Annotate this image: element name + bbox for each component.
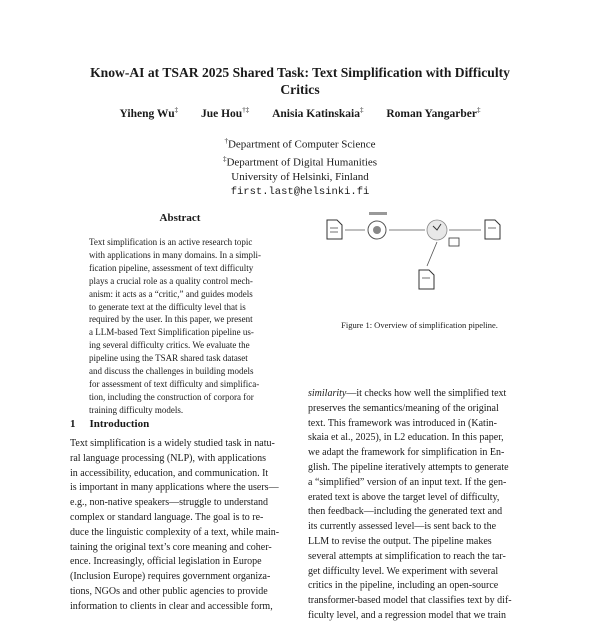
arrow-feedback: [427, 242, 437, 266]
title-line-2: Critics: [280, 82, 320, 97]
pipeline-diagram: [307, 210, 532, 320]
title-line-1: Know-AI at TSAR 2025 Shared Task: Text Simplification with Difficulty: [90, 65, 510, 80]
affiliation-1: †Department of Computer Science: [224, 137, 376, 151]
author-list: [40, 106, 560, 120]
affiliations: [40, 134, 560, 199]
simplified-doc-icon: [485, 220, 500, 239]
author-3: Anisia Katinskaia‡: [272, 106, 364, 120]
document-icon: [327, 220, 342, 239]
pipeline-figure: [307, 210, 532, 320]
right-column-text: similarity—it checks how well the simplified text preserves the semantics/meaning of the original text. This framework was introduced in (Katin- skaia et al., 2025), in L2 education. In this paper, we adapt the framework for simplification in En- glish. The pipeline iteratively attempts to generate a “simplified” version of an input text. If the gen- erated text is above the target level of difficulty, then feedback—including the generated text and its currently assessed level—is sent back to the LLM to revise the output. The pipeline makes several attempts at simplification to reach the tar- get difficulty level. We experiment with several critics in the pipeline, including an open-source transformer-based model that classifies text by dif- ficulty level, and a regression model that we train: [308, 388, 512, 621]
robot-icon: [449, 238, 459, 246]
paper-title: [40, 64, 560, 98]
university: University of Helsinki, Finland: [231, 171, 369, 184]
llm-icon: [368, 212, 387, 239]
section-heading-introduction: 1 Introduction: [70, 418, 150, 430]
critic-icon: [427, 220, 447, 240]
author-1: Yiheng Wu‡: [119, 106, 179, 120]
abstract-heading: Abstract: [159, 212, 201, 224]
introduction-text: Text simplification is a widely studied task in natu- ral language processing (NLP), with applications in accessibility, education, and communication. It is important in many applications where the users— e.g., non-native speakers—struggle to understand complex or standard language. The goal is to re- duce the linguistic complexity of a text, while main- taining the original text’s core meaning and coher- ence. Increasingly, official legislation in Europe (Inclusion Europe) requires government organiza- tions, NGOs and other public agencies to provide information to clients in clear and accessible form,: [70, 438, 280, 612]
abstract-text: Text simplification is an active research topic with applications in many domains. In a simpli- fication pipeline, assessment of text difficulty plays a crucial role as a quality control mech- anism: it acts as a “critic,” and guides models to generate text at the difficulty level that is required by the user. In this paper, we present a LLM-based Text Simplification pipeline us- ing several difficulty critics. We evaluate the pipeline using the TSAR shared task dataset and discuss the challenges in building models for assessment of text difficulty and simplifica- tion, including the construction of corpora for training difficulty models.: [89, 237, 261, 415]
email: first.last@helsinki.fi: [230, 185, 370, 198]
author-2: Jue Hou†‡: [200, 106, 250, 120]
output-doc-icon: [419, 270, 434, 289]
author-4: Roman Yangarber‡: [386, 106, 481, 120]
figure-caption: Figure 1: Overview of simplification pipeline.: [341, 320, 498, 330]
affiliation-2: ‡Department of Digital Humanities: [222, 155, 378, 169]
